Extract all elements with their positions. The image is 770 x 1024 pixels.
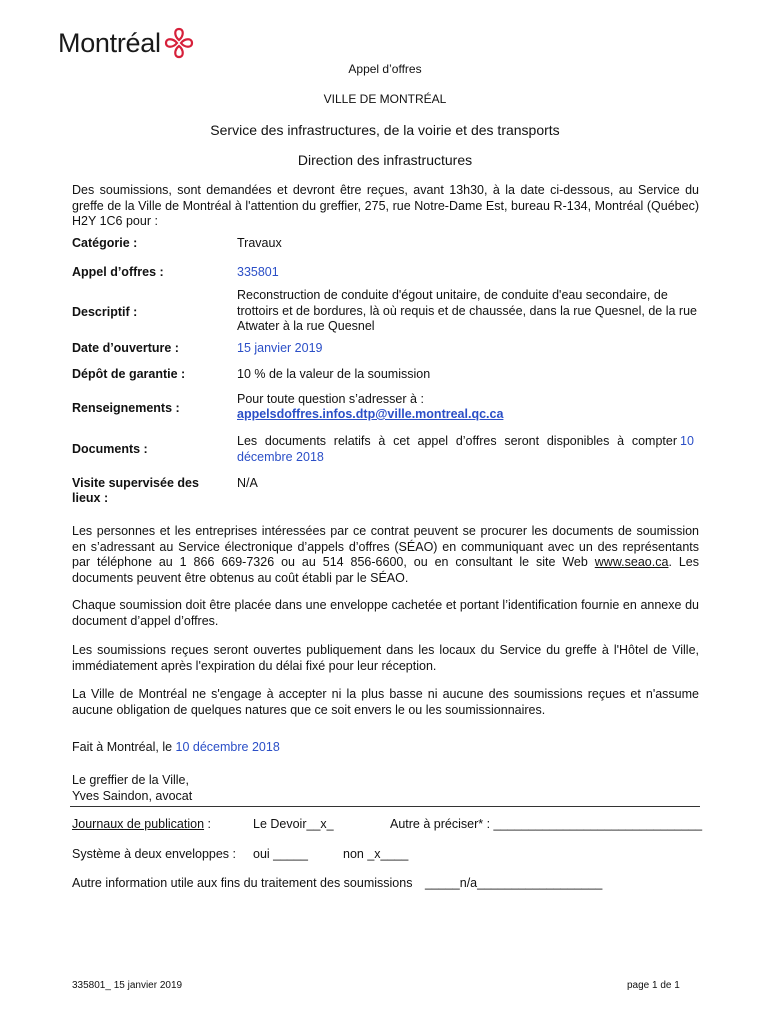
logo-text: Montréal <box>58 27 161 58</box>
garantie-label: Dépôt de garantie : <box>72 367 186 381</box>
systeme-non: non _x____ <box>343 847 409 861</box>
paragraph-ouverture: Les soumissions reçues seront ouvertes publiquement dans les locaux du Service du greffe à l'Hôtel de Ville, immédiatement après l'expiration du délai fixé pour leur réception. <box>72 643 699 673</box>
paragraph-seao-start: Les personnes et les entreprises intéressées par ce contrat peuvent se procurer les documents de soumission en s’adressant au Service électronique d’appels d’offres (SÉAO) en communiquant avec un des représentants par téléphone au 1 866 669-7326 ou au 514 856-6600, ou en consultant le site Web <box>72 524 699 569</box>
descriptif-label: Descriptif : <box>72 305 138 319</box>
divider <box>70 806 700 807</box>
autre-info-value: _____n/a__________________ <box>425 876 603 890</box>
montreal-rosette-icon <box>163 26 195 60</box>
header-direction: Direction des infrastructures <box>297 152 473 168</box>
descriptif-value: Reconstruction de conduite d'égout unitaire, de conduite d'eau secondaire, de trottoirs et de bordures, là où requis et de chaussée, dans la rue Quesnel, de la rue Atwater à la rue Quesnel <box>237 288 697 333</box>
documents-value: Les documents relatifs à cet appel d’offres seront disponibles à compter <box>237 434 677 448</box>
systeme-label: Système à deux enveloppes : <box>72 847 236 861</box>
autre-info-label: Autre information utile aux fins du traitement des soumissions <box>72 876 413 890</box>
fait-date: 10 décembre 2018 <box>175 740 280 754</box>
renseignements-label: Renseignements : <box>72 401 180 415</box>
greffier-title: Le greffier de la Ville, <box>72 773 189 787</box>
systeme-oui: oui _____ <box>253 847 308 861</box>
header-ville: VILLE DE MONTRÉAL <box>323 92 447 106</box>
email-link[interactable]: appelsdoffres.infos.dtp@ville.montreal.qc.ca <box>237 407 504 421</box>
paragraph-seao-end: . Les documents peuvent être obtenus au coût établi par le SÉAO. <box>72 555 699 585</box>
seao-link[interactable]: www.seao.ca <box>594 555 669 569</box>
fait-line <box>72 740 280 755</box>
journaux-colon: : <box>204 817 211 831</box>
ouverture-label: Date d’ouverture : <box>72 341 179 355</box>
journaux-label: Journaux de publication <box>72 817 205 831</box>
appel-value: 335801 <box>237 265 279 279</box>
footer-reference: 335801_ 15 janvier 2019 <box>72 980 183 991</box>
visite-label-2: lieux : <box>72 491 109 505</box>
intro-paragraph: Des soumissions, sont demandées et devront être reçues, avant 13h30, à la date ci-dessous, au Service du greffe de la Ville de Montréal à l'attention du greffier, 275, rue Notre-Dame Est, bureau R-134, Montréal (Québec) H2Y 1C6 pour : <box>72 183 699 228</box>
montreal-logo <box>58 26 195 60</box>
header-appel: Appel d’offres <box>348 62 422 76</box>
categorie-value: Travaux <box>237 236 282 250</box>
paragraph-engagement: La Ville de Montréal ne s'engage à accepter ni la plus basse ni aucune des soumissions reçues et n'assume aucune obligation de quelques natures que ce soit envers le ou les soumissionnaires. <box>72 687 699 717</box>
paragraph-seao <box>72 524 699 586</box>
header-service: Service des infrastructures, de la voirie et des transports <box>210 122 560 138</box>
greffier-name: Yves Saindon, avocat <box>72 789 193 803</box>
documents-date: décembre 2018 <box>237 450 324 464</box>
categorie-label: Catégorie : <box>72 236 138 250</box>
garantie-value: 10 % de la valeur de la soumission <box>237 367 431 381</box>
journaux-row <box>72 817 211 832</box>
paragraph-enveloppe: Chaque soumission doit être placée dans une enveloppe cachetée et portant l’identification fournie en annexe du document d’appel d’offres. <box>72 598 699 628</box>
footer-page: page 1 de 1 <box>627 980 680 991</box>
le-devoir: Le Devoir__x_ <box>253 817 334 831</box>
visite-label-1: Visite supervisée des <box>72 476 199 490</box>
documents-date-day: 10 <box>680 434 694 448</box>
documents-label: Documents : <box>72 442 148 456</box>
fait-text: Fait à Montréal, le <box>72 740 173 754</box>
appel-label: Appel d’offres : <box>72 265 164 279</box>
visite-value: N/A <box>237 476 258 490</box>
renseignements-value: Pour toute question s’adresser à : <box>237 392 424 406</box>
autre-preciser: Autre à préciser* : ______________________________ <box>390 817 703 831</box>
ouverture-value: 15 janvier 2019 <box>237 341 323 355</box>
